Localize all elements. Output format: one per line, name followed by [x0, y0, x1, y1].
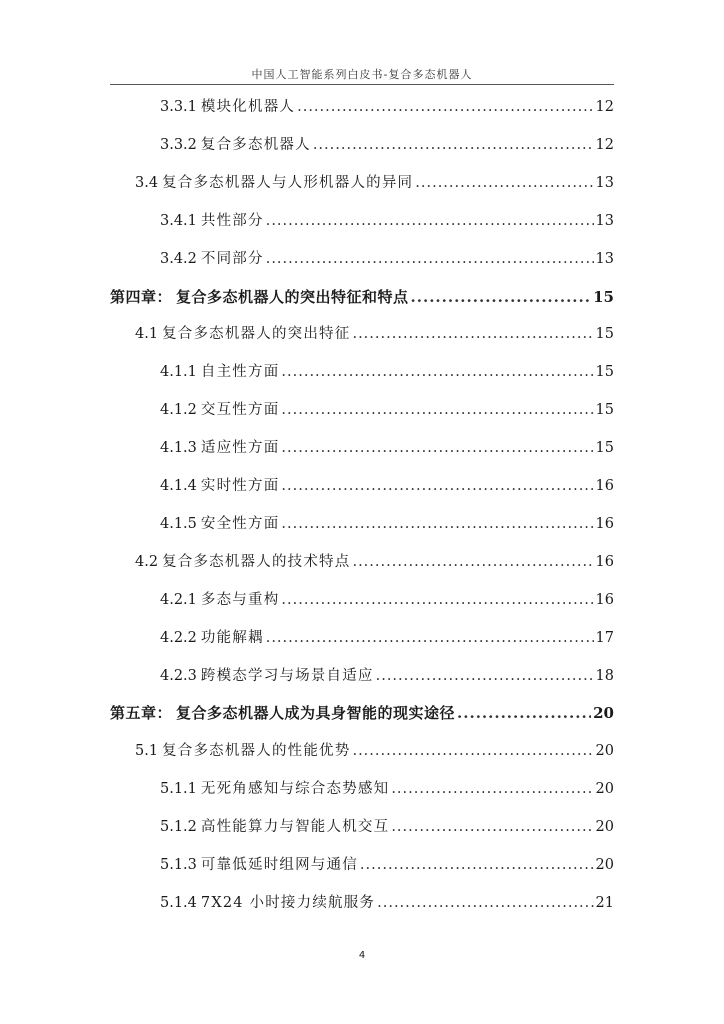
toc-entry-page: 12	[595, 136, 614, 153]
toc-entry-title: 安全性方面	[200, 515, 280, 532]
toc-entry[interactable]	[160, 666, 614, 686]
toc-entry-number: 5.1.2	[160, 819, 197, 836]
toc-entry-title: 不同部分	[200, 250, 264, 267]
dot-leader	[266, 211, 594, 231]
toc-entry[interactable]	[160, 893, 614, 913]
toc-entry[interactable]	[135, 552, 614, 572]
toc-entry[interactable]	[160, 249, 614, 269]
toc-entry[interactable]	[160, 135, 614, 155]
dot-leader	[415, 173, 593, 193]
page-number: 4	[358, 950, 366, 961]
dot-leader	[281, 400, 593, 420]
toc-entry-number: 4.1.4	[160, 478, 197, 494]
toc-entry-title: 复合多态机器人的突出特征	[162, 326, 351, 343]
dot-leader	[281, 590, 593, 610]
toc-entry-number: 5.1.4	[160, 894, 197, 911]
toc-entry-number: 3.3.2	[160, 136, 197, 153]
toc-entry-page: 13	[595, 250, 614, 267]
dot-leader	[266, 628, 594, 648]
dot-leader	[352, 552, 593, 572]
toc-entry-page: 20	[595, 743, 614, 760]
toc-entry-title: 交互性方面	[200, 402, 280, 419]
toc-entry-title: 复合多态机器人的性能优势	[162, 743, 351, 760]
toc-entry-number: 4.1.2	[160, 402, 197, 419]
toc-entry[interactable]	[160, 211, 614, 231]
toc-entry[interactable]	[160, 362, 614, 382]
toc-entry-title: 模块化机器人	[200, 99, 296, 115]
toc-entry[interactable]	[160, 855, 614, 875]
toc-entry-page: 15	[595, 402, 614, 419]
toc-entry-page: 18	[595, 667, 614, 684]
dot-leader	[281, 438, 593, 458]
running-header: 中国人工智能系列白皮书-复合多态机器人	[251, 68, 473, 81]
toc-entry-page: 12	[595, 99, 614, 115]
toc-entry[interactable]	[160, 400, 614, 420]
toc-entry-page: 15	[595, 440, 614, 457]
toc-chapter-entry[interactable]	[110, 703, 614, 723]
toc-entry-title: 7X24 小时接力续航服务	[200, 894, 376, 911]
toc-entry-number: 3.4.1	[160, 212, 197, 229]
toc-entry-title: 实时性方面	[200, 478, 280, 494]
dot-leader	[281, 514, 593, 534]
toc-entry-number: 3.4.2	[160, 250, 197, 267]
toc-entry-number: 4.2.1	[160, 591, 197, 608]
toc-entry-number: 4.2	[135, 553, 159, 570]
dot-leader	[377, 893, 593, 913]
header-divider	[110, 84, 614, 85]
toc-entry-number: 4.1	[135, 326, 159, 343]
toc-entry-number: 5.1.3	[160, 857, 197, 873]
toc-entry-number: 5.1	[135, 743, 159, 760]
toc-entry-title: 复合多态机器人与人形机器人的异同	[162, 174, 414, 191]
dot-leader	[281, 476, 593, 496]
toc-entry-number: 4.1.3	[160, 440, 197, 457]
toc-entry-title: 复合多态机器人	[200, 136, 311, 153]
dot-leader	[281, 362, 593, 382]
toc-entry-page: 16	[595, 553, 614, 570]
dot-leader	[297, 97, 593, 117]
toc-entry-title: 复合多态机器人的技术特点	[162, 553, 351, 570]
toc-entry-page: 15	[595, 364, 614, 381]
toc-entry-title: 复合多态机器人成为具身智能的现实途径	[176, 704, 456, 723]
toc-entry-number: 第四章：	[110, 287, 173, 306]
toc-entry-page: 16	[595, 515, 614, 532]
toc-entry-number: 3.4	[135, 174, 159, 191]
toc-entry-number: 第五章：	[110, 704, 173, 723]
toc-entry-page: 21	[595, 894, 614, 911]
toc-entry-page: 20	[595, 781, 614, 798]
toc-entry-page: 16	[595, 591, 614, 608]
dot-leader	[411, 287, 592, 307]
toc-entry-page: 20	[595, 857, 614, 873]
toc-entry[interactable]	[160, 590, 614, 610]
toc-entry-number: 4.2.2	[160, 629, 197, 646]
toc-entry-title: 适应性方面	[200, 440, 280, 457]
toc-entry-number: 4.1.5	[160, 515, 197, 532]
toc-entry-title: 共性部分	[200, 212, 264, 229]
toc-entry[interactable]	[160, 97, 614, 117]
toc-entry[interactable]	[160, 514, 614, 534]
toc-entry-number: 4.1.1	[160, 364, 197, 381]
toc-entry-page: 16	[595, 478, 614, 494]
toc-entry-title: 可靠低延时组网与通信	[200, 857, 358, 873]
toc-entry[interactable]	[135, 324, 614, 344]
toc-entry-page: 13	[595, 212, 614, 229]
toc-entry-page: 15	[595, 326, 614, 343]
toc-entry[interactable]	[160, 779, 614, 799]
toc-entry-page: 20	[595, 819, 614, 836]
dot-leader	[391, 779, 593, 799]
toc-entry-number: 4.2.3	[160, 667, 197, 684]
toc-entry[interactable]	[160, 628, 614, 648]
toc-entry-title: 高性能算力与智能人机交互	[200, 819, 390, 836]
toc-entry-number: 3.3.1	[160, 99, 197, 115]
toc-entry-page: 17	[595, 629, 614, 646]
toc-entry-page: 13	[595, 174, 614, 191]
dot-leader	[376, 666, 594, 686]
toc-entry[interactable]	[135, 173, 614, 193]
dot-leader	[352, 741, 593, 761]
toc-entry[interactable]	[160, 817, 614, 837]
toc-entry-number: 5.1.1	[160, 781, 197, 798]
dot-leader	[391, 817, 593, 837]
dot-leader	[352, 324, 593, 344]
dot-leader	[457, 703, 591, 723]
toc-entry-page: 20	[593, 704, 614, 723]
toc-entry-title: 无死角感知与综合态势感知	[200, 781, 390, 798]
toc-entry[interactable]	[160, 438, 614, 458]
toc-entry-page: 15	[593, 287, 614, 306]
toc-entry-title: 多态与重构	[200, 591, 280, 608]
toc-entry-title: 跨模态学习与场景自适应	[200, 667, 374, 684]
toc-entry-title: 复合多态机器人的突出特征和特点	[176, 287, 409, 306]
dot-leader	[266, 249, 594, 269]
toc-entry[interactable]	[135, 741, 614, 761]
toc-entry-title: 功能解耦	[200, 629, 264, 646]
toc-entry[interactable]	[160, 476, 614, 496]
toc-entry-title: 自主性方面	[200, 364, 280, 381]
dot-leader	[313, 135, 594, 155]
toc-chapter-entry[interactable]	[110, 287, 614, 307]
dot-leader	[360, 855, 594, 875]
